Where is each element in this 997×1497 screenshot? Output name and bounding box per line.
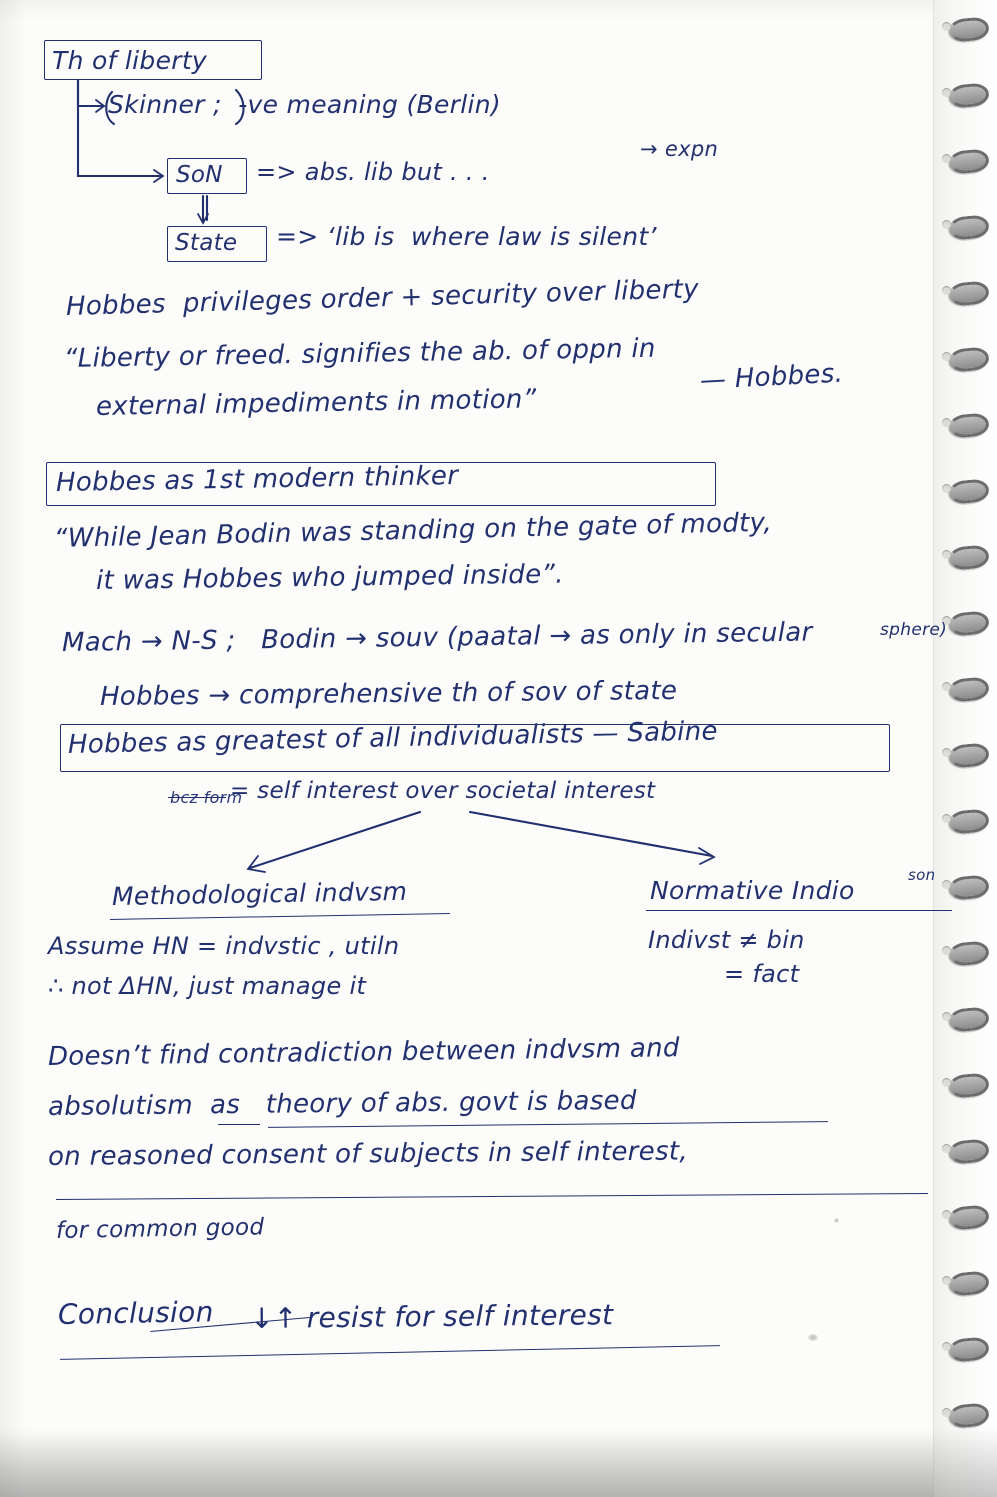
note-line-mach-bodin: Mach → N-S ; Bodin → souv (paatal → as only in secular — [61, 617, 813, 658]
heading-2-text: Hobbes as 1st modern thinker — [55, 460, 459, 498]
note-paragraph-line-4: for common good — [55, 1214, 265, 1244]
note-paragraph-line-2: absolutism as theory of abs. govt is based — [47, 1085, 637, 1122]
ink-smudge — [834, 1218, 839, 1223]
heading-1-text: Th of liberty — [52, 46, 208, 75]
note-line-is-fact: = fact — [724, 960, 800, 988]
note-line-skinner: Skinner ; -ve meaning (Berlin) — [108, 90, 501, 119]
state-label: State — [175, 230, 238, 256]
note-conclusion-label: Conclusion — [57, 1295, 214, 1331]
subheading-methodological: Methodological indvsm — [111, 876, 408, 911]
note-line-liberty-quote-1: “Liberty or freed. signifies the ab. of oppn in — [63, 333, 656, 374]
note-line-expn: → expn — [640, 137, 719, 161]
subheading-normative: Normative Indio — [650, 876, 855, 905]
note-line-liberty-quote-2: external impediments in motion” — [95, 384, 537, 422]
subheading-normative-superscript: son — [908, 866, 936, 884]
ink-smudge — [808, 1334, 818, 1341]
son-label: SoN — [176, 162, 223, 188]
note-conclusion-text: ↓↑ resist for self interest — [249, 1298, 614, 1335]
note-line-self-interest: = self interest over societal interest — [230, 778, 656, 804]
heading-3-text: Hobbes as greatest of all individualists — Sabine — [67, 716, 719, 760]
note-line-bodin-quote-2: it was Hobbes who jumped inside”. — [95, 559, 564, 596]
note-line-law-silent: => ‘lib is where law is silent’ — [276, 222, 657, 251]
note-line-not-change-hn: ∴ not ΔHN, just manage it — [48, 972, 367, 1000]
note-attribution-hobbes: — Hobbes. — [699, 358, 844, 396]
note-line-indivst-not-bin: Indivst ≠ bin — [648, 926, 805, 954]
note-line-bodin-quote-1: “While Jean Bodin was standing on the gate of modty, — [53, 507, 773, 554]
note-line-hobbes-privileges: Hobbes privileges order + security over liberty — [65, 274, 700, 322]
note-line-hobbes-sov: Hobbes → comprehensive th of sov of state — [99, 675, 678, 712]
note-struck-word: bcz form — [170, 788, 243, 807]
note-line-secular-sphere: sphere) — [880, 620, 948, 640]
note-line-assume-hn: Assume HN = indvstic , utiln — [48, 932, 400, 960]
note-paragraph-line-3: on reasoned consent of subjects in self interest, — [47, 1136, 689, 1172]
note-paragraph-line-1: Doesn’t find contradiction between indvsm and — [47, 1033, 680, 1072]
note-line-abs-lib: => abs. lib but . . . — [256, 158, 490, 186]
